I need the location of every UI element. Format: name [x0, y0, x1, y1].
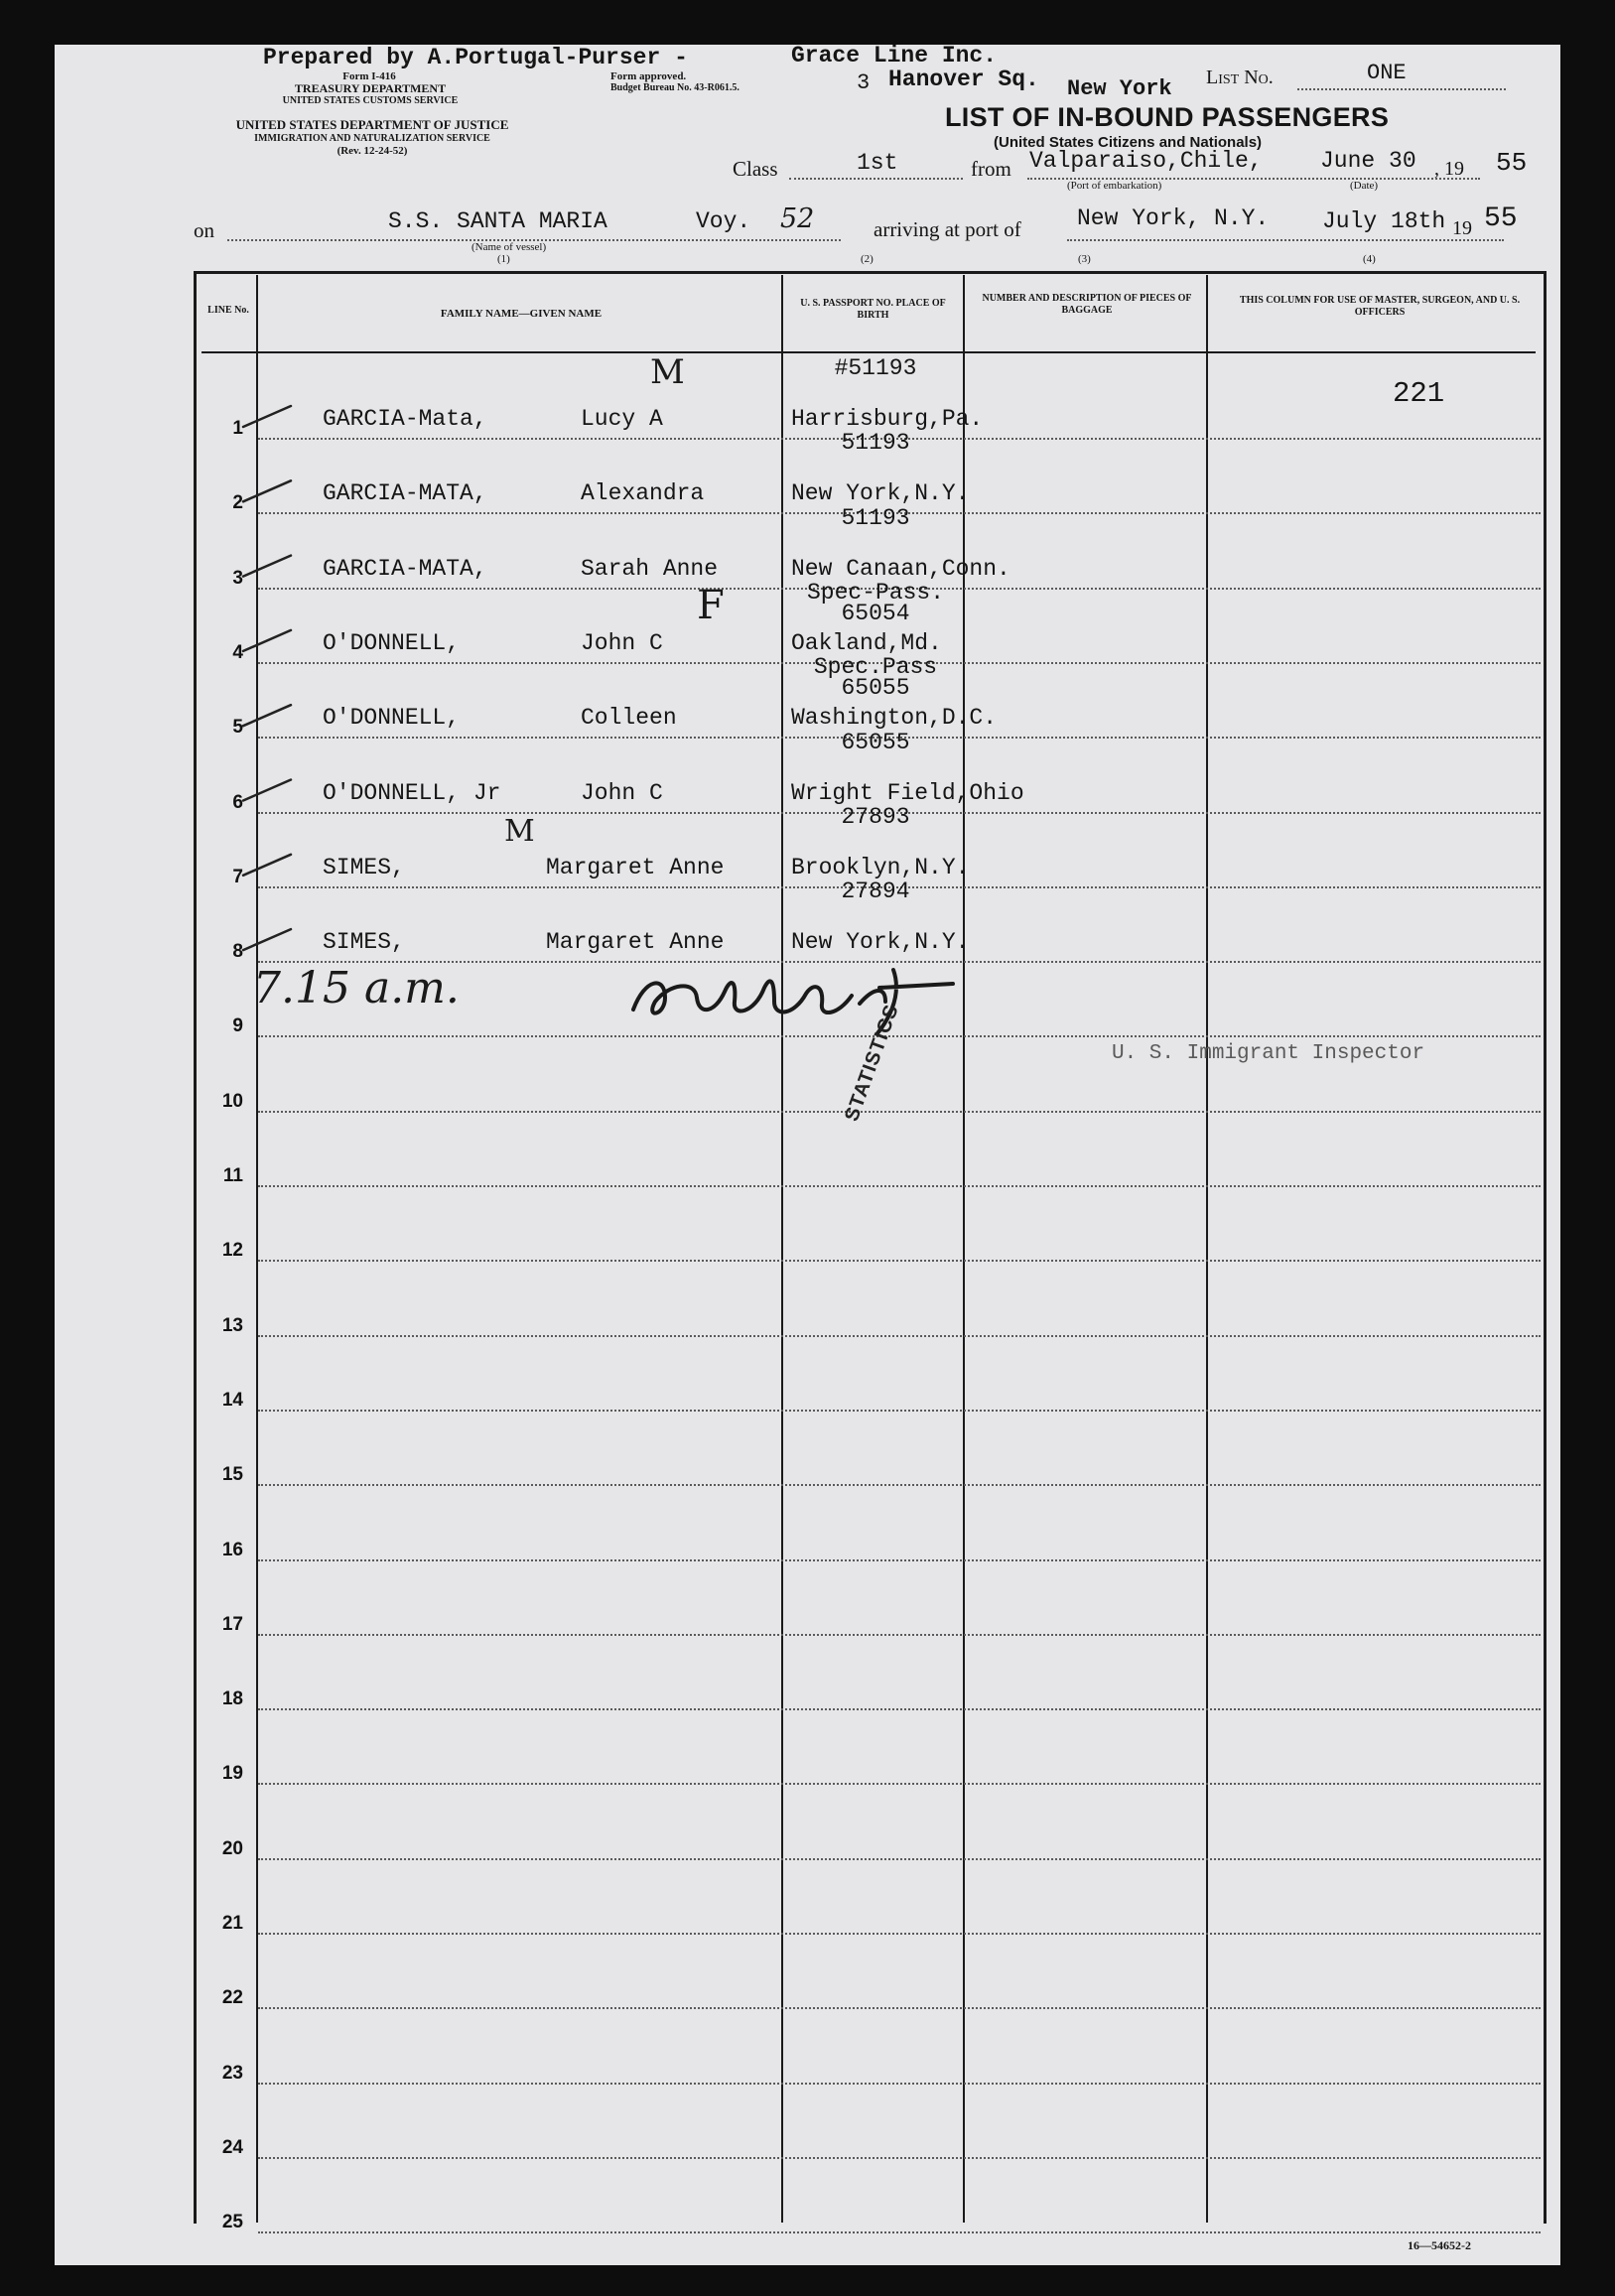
given-name: Lucy A: [581, 406, 663, 432]
line-number: 13: [221, 1314, 243, 1336]
line-number: 10: [221, 1090, 243, 1112]
passport-number: #51193: [834, 355, 917, 381]
row-rule: [258, 1634, 1541, 1636]
line-number: 11: [222, 1165, 243, 1186]
check-tick: [243, 929, 291, 950]
row-rule: [258, 1185, 1541, 1187]
row-rule: [258, 1858, 1541, 1860]
col-header-passport: U. S. PASSPORT NO. PLACE OF BIRTH: [800, 298, 946, 321]
passport-number: 51193: [841, 430, 910, 457]
customs-service: UNITED STATES CUSTOMS SERVICE: [282, 95, 459, 106]
form-approved: Form approved.: [610, 70, 687, 82]
dept-of-justice: UNITED STATES DEPARTMENT OF JUSTICE: [235, 117, 509, 132]
given-name: Alexandra: [581, 480, 705, 507]
line-number: 12: [221, 1240, 243, 1262]
handwritten-f: F: [697, 583, 725, 628]
voyage-label: Voy.: [696, 208, 751, 234]
budget-bureau: Budget Bureau No. 43-R061.5.: [610, 82, 740, 93]
address-number: 3: [857, 70, 871, 95]
check-tick: [243, 556, 291, 577]
place-of-birth: Harrisburg,Pa.: [791, 406, 984, 432]
embarkation-year-prefix: , 19: [1434, 158, 1464, 180]
form-subtitle: (United States Citizens and Nationals): [994, 134, 1263, 151]
passport-number: 27893: [841, 803, 910, 830]
line-number: 17: [221, 1613, 243, 1635]
given-name: John C: [581, 629, 663, 656]
caption-4: (4): [1363, 253, 1376, 265]
col-header-name: FAMILY NAME—GIVEN NAME: [440, 308, 603, 320]
family-name: SIMES,: [323, 854, 405, 880]
family-name: GARCIA-MATA,: [323, 480, 487, 507]
family-name: O'DONNELL, Jr: [323, 779, 501, 806]
check-tick: [243, 780, 291, 801]
company-name: Grace Line Inc.: [791, 43, 998, 68]
passport-number: 51193: [841, 504, 910, 531]
list-number-value: ONE: [1367, 61, 1407, 85]
row-rule: [258, 1335, 1541, 1337]
arrival-port: New York, N.Y.: [1077, 205, 1270, 231]
form-number: Form I-416: [342, 70, 396, 82]
treasury-dept: TREASURY DEPARTMENT: [294, 81, 447, 95]
line-number: 22: [221, 1987, 243, 2009]
place-of-birth: New York,N.Y.: [791, 480, 970, 507]
address-city: New York: [1067, 76, 1172, 101]
place-of-birth: Washington,D.C.: [791, 705, 998, 732]
row-rule: [258, 1111, 1541, 1113]
check-tick: [243, 480, 291, 501]
caption-2: (2): [861, 253, 874, 265]
handwritten-m: M: [650, 352, 685, 392]
line-number: 3: [232, 567, 243, 589]
col-header-line-no: LINE No.: [207, 305, 249, 316]
row-rule: [258, 1708, 1541, 1710]
family-name: O'DONNELL,: [323, 629, 461, 656]
immigration-service: IMMIGRATION AND NATURALIZATION SERVICE: [254, 133, 490, 144]
place-of-birth: Brooklyn,N.Y.: [791, 854, 970, 880]
line-number: 2: [232, 492, 243, 514]
print-code: 16—54652-2: [1408, 2238, 1471, 2252]
line-number: 4: [232, 641, 243, 663]
arriving-label: arriving at port of: [874, 217, 1021, 241]
handwritten-m: M: [504, 814, 535, 849]
line-number: 1: [232, 418, 243, 439]
check-tick: [243, 855, 291, 876]
line-number: 25: [221, 2212, 243, 2233]
place-of-birth: Wright Field,Ohio: [791, 779, 1024, 806]
class-value: 1st: [857, 150, 898, 176]
given-name: Colleen: [581, 705, 677, 732]
line-number: 5: [232, 717, 243, 739]
passenger-manifest-form: [55, 45, 1560, 2265]
line-number: 15: [221, 1464, 243, 1486]
row-rule: [258, 1484, 1541, 1486]
row-rule: [258, 2231, 1541, 2233]
row-rule: [258, 2083, 1541, 2085]
line-number: 23: [221, 2062, 243, 2084]
line-number: 7: [232, 866, 243, 887]
line-number: 24: [221, 2136, 243, 2158]
line-number: 19: [221, 1763, 243, 1785]
vessel-name: S.S. SANTA MARIA: [388, 208, 607, 234]
embarkation-year: 55: [1496, 148, 1528, 178]
passport-number: Spec.Pass 65055: [813, 654, 938, 702]
port-embark-caption: (Port of embarkation): [1067, 180, 1162, 192]
family-name: GARCIA-MATA,: [323, 555, 487, 582]
voyage-number: 52: [780, 203, 815, 234]
class-label: Class: [733, 157, 778, 181]
check-tick: [243, 630, 291, 651]
col-header-baggage: NUMBER AND DESCRIPTION OF PIECES OF BAGGAGE: [982, 293, 1192, 316]
embarkation-date: June 30: [1320, 148, 1416, 174]
row-rule: [258, 1933, 1541, 1935]
handwritten-time: 7.15 a.m.: [253, 963, 460, 1013]
inspector-title: U. S. Immigrant Inspector: [1112, 1042, 1425, 1065]
place-of-birth: New Canaan,Conn.: [791, 555, 1010, 582]
line-number: 21: [221, 1913, 243, 1934]
family-name: SIMES,: [323, 929, 405, 956]
check-tick: [243, 705, 291, 726]
given-name: Margaret Anne: [546, 929, 725, 956]
row-rule: [258, 1410, 1541, 1412]
statistics-stamp: STATISTICS: [841, 1001, 903, 1125]
row-rule: [258, 1260, 1541, 1262]
from-label: from: [971, 157, 1011, 181]
line-number: 8: [232, 941, 243, 963]
family-name: GARCIA-Mata,: [323, 406, 487, 432]
caption-1: (1): [497, 253, 510, 265]
line-number: 6: [232, 791, 243, 813]
prepared-by: Prepared by A.Portugal-Purser -: [263, 45, 688, 70]
row-rule: [258, 2007, 1541, 2009]
family-name: O'DONNELL,: [323, 705, 461, 732]
place-of-birth: Oakland,Md.: [791, 629, 942, 656]
form-title: LIST OF IN-BOUND PASSENGERS: [945, 102, 1390, 132]
place-of-birth: New York,N.Y.: [791, 929, 970, 956]
row-rule: [258, 2157, 1541, 2159]
row-rule: [258, 1559, 1541, 1561]
line-number: 14: [221, 1389, 243, 1411]
date-caption: (Date): [1350, 180, 1379, 192]
row-rule: [258, 1783, 1541, 1785]
passport-number: 65055: [841, 729, 910, 755]
on-label: on: [194, 218, 214, 242]
vessel-caption: (Name of vessel): [471, 241, 547, 253]
address-street: Hanover Sq.: [888, 67, 1039, 92]
list-number-label: List No.: [1206, 67, 1274, 88]
arrival-year-prefix: 19: [1452, 217, 1472, 239]
passport-number: Spec-Pass. 65054: [806, 579, 945, 626]
given-name: Margaret Anne: [546, 854, 725, 880]
arrival-date: July 18th: [1322, 208, 1446, 234]
line-number: 20: [221, 1837, 243, 1859]
revision: (Rev. 12-24-52): [336, 145, 408, 157]
arrival-year: 55: [1484, 203, 1518, 234]
col-header-officers: THIS COLUMN FOR USE OF MASTER, SURGEON, AND U. S. OFFICERS: [1239, 295, 1521, 318]
embarkation-port: Valparaiso,Chile,: [1029, 148, 1263, 174]
given-name: Sarah Anne: [581, 555, 719, 582]
given-name: John C: [581, 779, 663, 806]
line-number: 9: [232, 1015, 243, 1037]
check-tick: [243, 406, 291, 427]
passport-number: 27894: [841, 878, 910, 905]
officer-number: 221: [1393, 377, 1445, 410]
line-number: 16: [221, 1539, 243, 1560]
tick-marks: [55, 45, 1560, 1037]
line-number: 18: [221, 1688, 243, 1710]
caption-3: (3): [1078, 253, 1091, 265]
